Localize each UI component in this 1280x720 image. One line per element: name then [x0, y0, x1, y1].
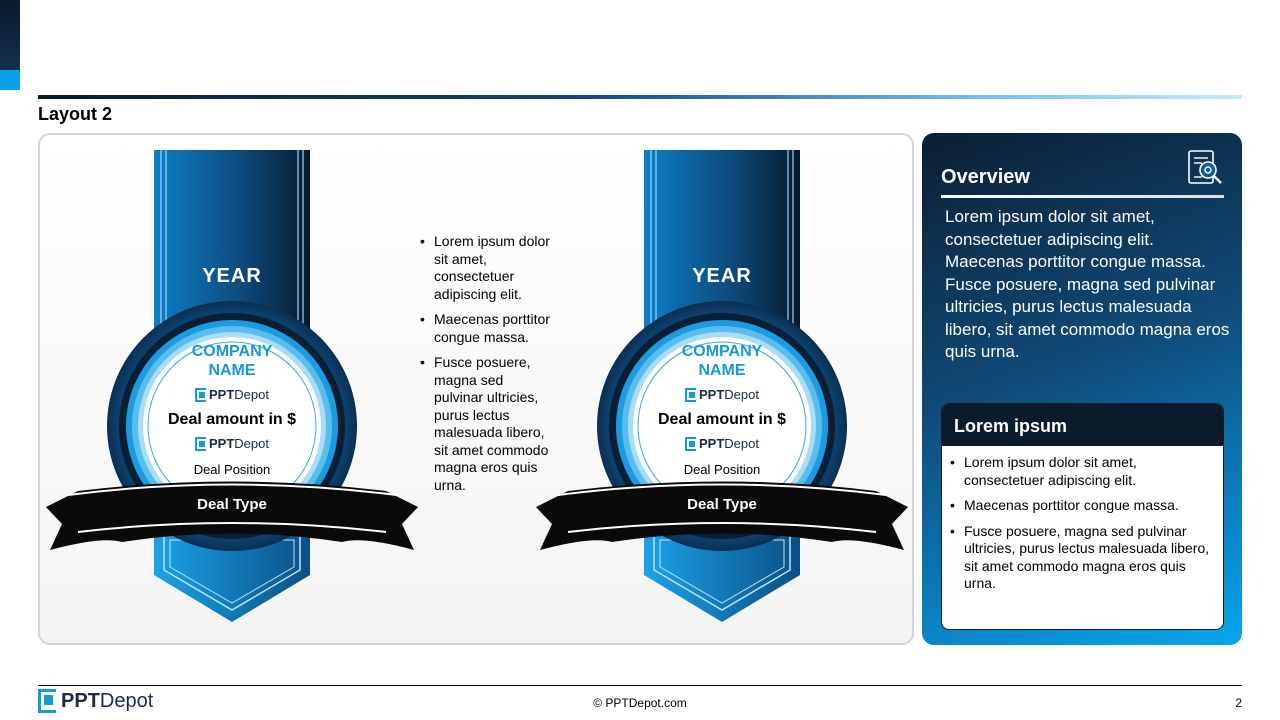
- deal-position: Deal Position: [683, 462, 761, 477]
- brand-logo-icon: [685, 437, 696, 451]
- list-item: • Maecenas porttitor congue massa.: [420, 311, 550, 346]
- deal-amount: Deal amount in $: [167, 411, 297, 428]
- corner-accent-blue: [0, 70, 20, 90]
- company-name: COMPANY NAME: [191, 343, 273, 379]
- overview-divider: [941, 195, 1224, 198]
- brand-logo: PPTDepot: [42, 436, 422, 451]
- brand-logo: PPTDepot: [532, 387, 912, 402]
- medal-card-1: [42, 150, 422, 630]
- medal-year: YEAR: [202, 265, 262, 287]
- medal-card-2: [532, 150, 912, 630]
- medal-year: YEAR: [692, 265, 752, 287]
- deal-position: Deal Position: [193, 462, 271, 477]
- card-title: Lorem ipsum: [942, 404, 1223, 446]
- brand-logo-icon: [195, 437, 206, 451]
- footer-copyright: © PPTDepot.com: [593, 696, 687, 710]
- brand-logo-icon: [685, 388, 696, 402]
- brand-logo: PPTDepot: [42, 387, 422, 402]
- footer-divider: [38, 685, 1242, 686]
- list-item: • Fusce posuere, magna sed pulvinar ultricies, purus lectus malesuada libero, sit amet commodo magna eros quis urna.: [950, 523, 1215, 593]
- corner-accent-dark: [0, 0, 20, 70]
- overview-body: Lorem ipsum dolor sit amet, consectetuer adipiscing elit. Maecenas porttitor congue massa. Fusce posuere, magna sed pulvinar ultricies, purus lectus malesuada libero, sit amet commodo magna eros quis urna.: [945, 207, 1230, 361]
- list-item: • Maecenas porttitor congue massa.: [950, 497, 1215, 515]
- middle-bullet-list: [420, 233, 550, 502]
- brand-logo-icon: [195, 388, 206, 402]
- page-title: Layout 2: [38, 104, 113, 124]
- company-name: COMPANY NAME: [681, 343, 763, 379]
- footer-logo: PPTDepot: [38, 689, 153, 713]
- header-divider: [38, 95, 1242, 99]
- deal-type: Deal Type: [197, 496, 267, 513]
- list-item: • Lorem ipsum dolor sit amet, consectetuer adipiscing elit.: [950, 454, 1215, 489]
- lorem-card: [941, 403, 1224, 630]
- deal-type: Deal Type: [687, 496, 757, 513]
- card-bullet-list: [942, 446, 1223, 593]
- list-item: • Lorem ipsum dolor sit amet, consectetuer adipiscing elit.: [420, 233, 550, 303]
- document-search-icon: [1186, 149, 1224, 187]
- page-number: 2: [1235, 696, 1242, 710]
- deal-amount: Deal amount in $: [657, 411, 787, 428]
- overview-title: Overview: [941, 166, 1030, 188]
- list-item: • Fusce posuere, magna sed pulvinar ultricies, purus lectus malesuada libero, sit amet commodo magna eros quis urna.: [420, 354, 550, 494]
- brand-logo: PPTDepot: [532, 436, 912, 451]
